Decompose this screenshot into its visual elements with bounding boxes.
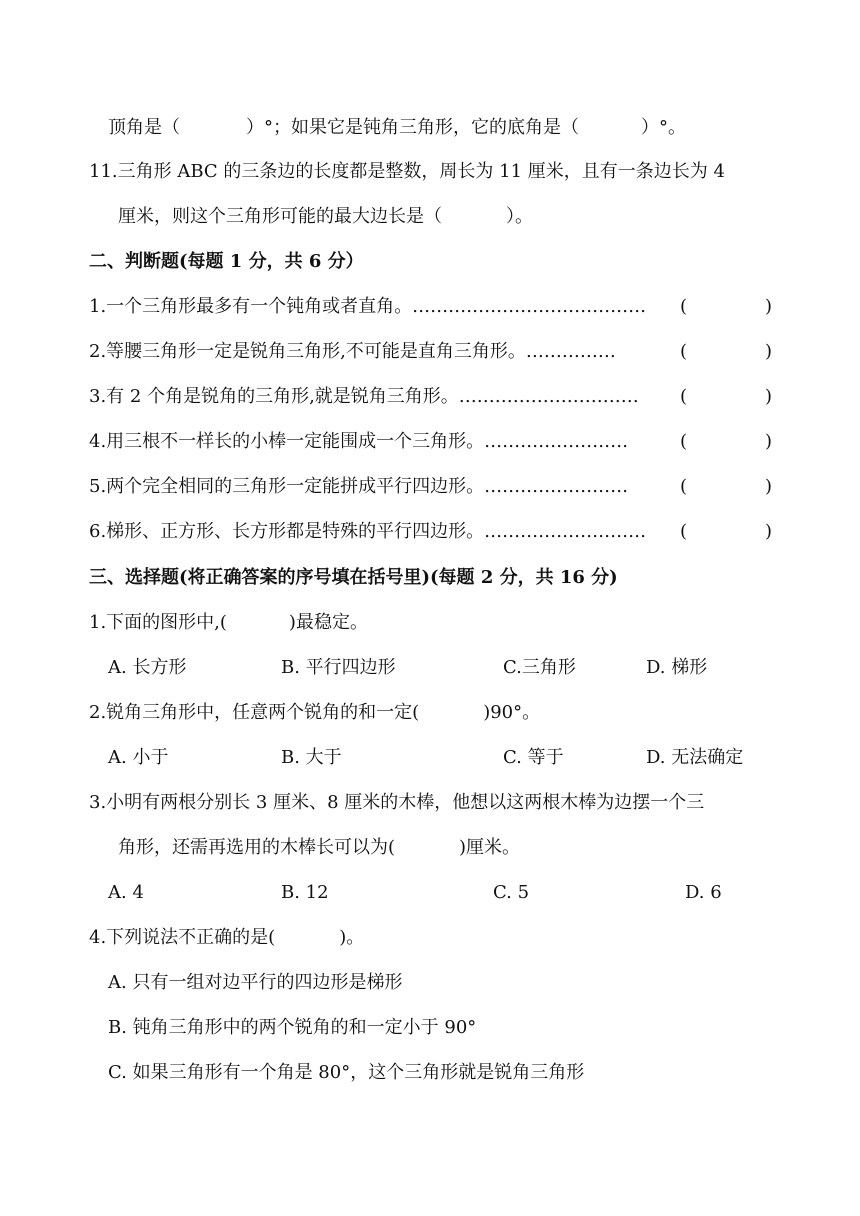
- judge-item-4: [89, 430, 773, 454]
- judge-item-text: 3.有 2 个角是锐角的三角形,就是锐角三角形。…………………………: [89, 386, 639, 407]
- judge-item-text: 2.等腰三角形一定是锐角三角形,不可能是直角三角形。……………: [89, 341, 616, 362]
- q11-text-1: 厘米，则这个三角形可能的最大边长是（: [118, 206, 442, 227]
- q2-stem-text-1: 2.锐角三角形中，任意两个锐角的和一定(: [89, 702, 420, 723]
- q10-text-1: 顶角是（: [108, 117, 180, 138]
- section2-title: 二、判断题(每题 1 分，共 6 分）: [89, 251, 364, 272]
- q2-option-c[interactable]: C. 等于: [503, 747, 564, 768]
- q4-option-a[interactable]: A. 只有一组对边平行的四边形是梯形: [108, 972, 403, 993]
- answer-bracket[interactable]: ( ): [680, 296, 773, 317]
- q1-option-a[interactable]: A. 长方形: [108, 657, 187, 678]
- answer-bracket[interactable]: ( ): [680, 521, 773, 542]
- answer-bracket[interactable]: ( ): [680, 341, 773, 362]
- q4-stem-text-1: 4.下列说法不正确的是(: [89, 927, 276, 948]
- choice-q3-line-1: 3.小明有两根分别长 3 厘米、8 厘米的木棒，他想以这两根木棒为边摆一个三: [89, 792, 705, 813]
- q1-option-c[interactable]: C.三角形: [503, 657, 576, 678]
- judge-item-text: 5.两个完全相同的三角形一定能拼成平行四边形。……………………: [89, 476, 629, 497]
- q3-option-d[interactable]: D. 6: [685, 882, 722, 903]
- q3-option-a[interactable]: A. 4: [108, 882, 144, 903]
- choice-q4-stem: [89, 926, 364, 950]
- q11-line-1: 11.三角形 ABC 的三条边的长度都是整数，周长为 11 厘米，且有一条边长为 4: [89, 161, 725, 182]
- q4-option-b[interactable]: B. 钝角三角形中的两个锐角的和一定小于 90°: [108, 1017, 477, 1038]
- judge-item-6: [89, 520, 773, 544]
- judge-item-text: 4.用三根不一样长的小棒一定能围成一个三角形。……………………: [89, 431, 629, 452]
- answer-bracket[interactable]: ( ): [680, 476, 773, 497]
- q2-option-a[interactable]: A. 小于: [108, 747, 169, 768]
- q3-stem-text-2: )厘米。: [459, 837, 521, 858]
- q1-option-b[interactable]: B. 平行四边形: [281, 657, 396, 678]
- judge-item-2: [89, 340, 773, 364]
- q1-option-d[interactable]: D. 梯形: [646, 657, 708, 678]
- q10-text-3: ）°。: [641, 117, 686, 138]
- q10-text-2: ）°；如果它是钝角三角形，它的底角是（: [246, 117, 579, 138]
- judge-item-text: 1.一个三角形最多有一个钝角或者直角。…………………………………: [89, 296, 647, 317]
- q1-stem-text-2: )最稳定。: [288, 612, 368, 633]
- judge-item-3: [89, 385, 773, 409]
- q1-stem-text-1: 1.下面的图形中,(: [89, 612, 227, 633]
- q11-line-2: [118, 205, 533, 229]
- q2-stem-text-2: )90°。: [483, 702, 541, 723]
- answer-bracket[interactable]: ( ): [680, 386, 773, 407]
- q3-option-b[interactable]: B. 12: [281, 882, 329, 903]
- choice-q3-line-2: [118, 836, 520, 860]
- choice-q2-stem: [89, 701, 540, 725]
- choice-q1-stem: [89, 611, 368, 635]
- judge-item-1: [89, 295, 773, 319]
- q11-text-2: ）。: [506, 206, 533, 227]
- q4-option-c[interactable]: C. 如果三角形有一个角是 80°，这个三角形就是锐角三角形: [108, 1062, 585, 1083]
- q2-option-d[interactable]: D. 无法确定: [646, 747, 744, 768]
- q3-stem-text-1: 角形，还需再选用的木棒长可以为(: [118, 837, 396, 858]
- judge-item-5: [89, 475, 773, 499]
- q4-stem-text-2: )。: [339, 927, 365, 948]
- judge-item-text: 6.梯形、正方形、长方形都是特殊的平行四边形。………………………: [89, 521, 647, 542]
- q3-option-c[interactable]: C. 5: [493, 882, 530, 903]
- answer-bracket[interactable]: ( ): [680, 431, 773, 452]
- q10-continued-line: [108, 116, 686, 140]
- q2-option-b[interactable]: B. 大于: [281, 747, 342, 768]
- section3-title: 三、选择题(将正确答案的序号填在括号里)(每题 2 分，共 16 分): [89, 567, 618, 588]
